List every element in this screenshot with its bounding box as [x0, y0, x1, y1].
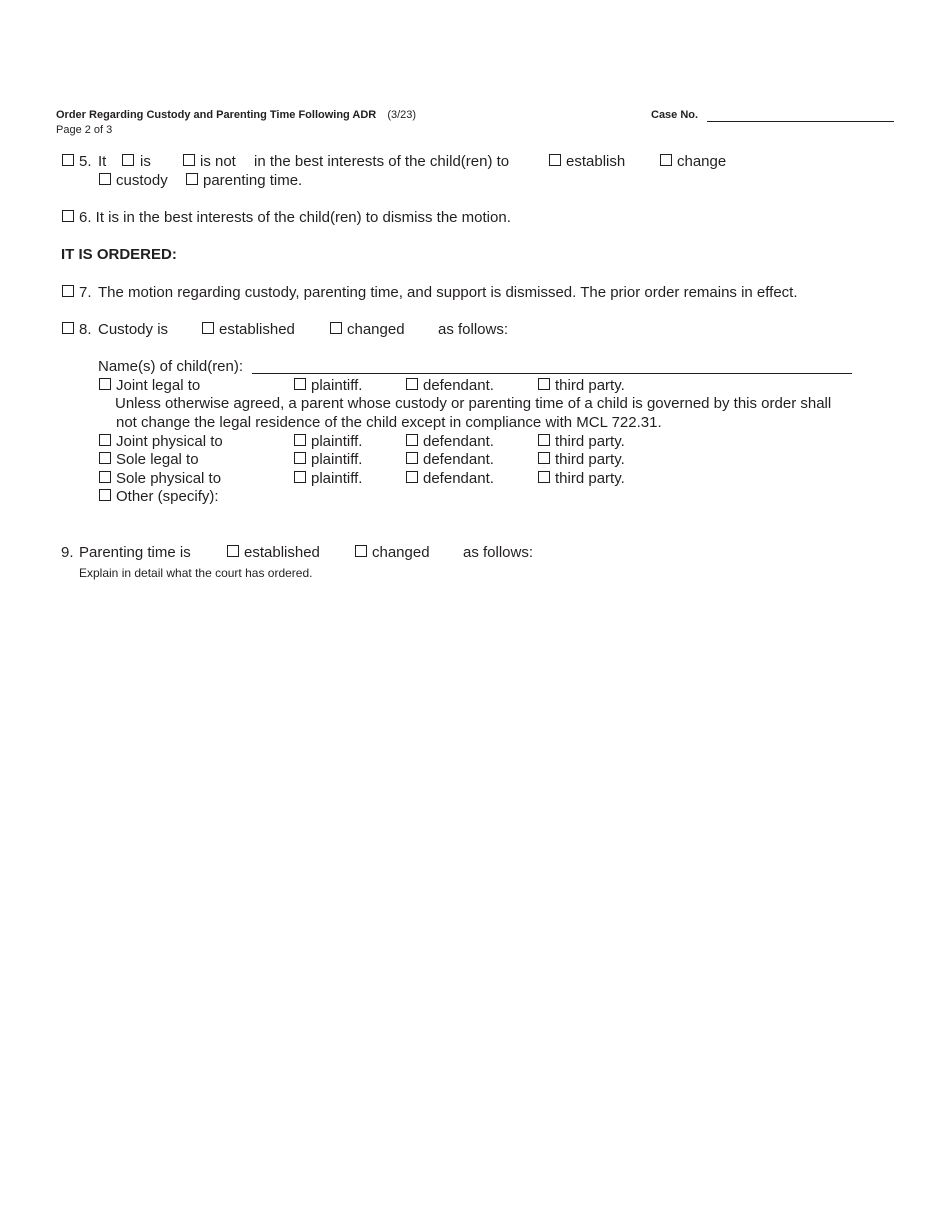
notice-line-1: Unless otherwise agreed, a parent whose custody or parenting time of a child is governed by this order shall — [115, 395, 832, 412]
parenting-as-follows: as follows: — [463, 544, 534, 561]
case-no-field[interactable] — [707, 108, 894, 122]
is-not-label: is not — [200, 153, 236, 170]
custody-changed-label: changed — [347, 321, 405, 338]
sole-physical-label: Sole physical to — [116, 470, 222, 487]
page-number: Page 2 of 3 — [56, 124, 113, 136]
parenting-time-label: parenting time. — [203, 172, 303, 189]
joint-physical-checkbox[interactable] — [99, 434, 111, 446]
joint-legal-checkbox[interactable] — [99, 378, 111, 390]
custody-is-label: Custody is — [98, 321, 169, 338]
sole-legal-third-party-label: third party. — [555, 451, 625, 468]
joint-physical-plaintiff-label: plaintiff. — [311, 433, 363, 450]
item8-checkbox[interactable] — [62, 322, 74, 334]
parenting-established-checkbox[interactable] — [227, 545, 239, 557]
joint-legal-label: Joint legal to — [116, 377, 201, 394]
sole-legal-defendant-label: defendant. — [423, 451, 494, 468]
change-label: change — [677, 153, 727, 170]
sole-legal-defendant-checkbox[interactable] — [406, 452, 418, 464]
sole-physical-plaintiff-label: plaintiff. — [311, 470, 363, 487]
item7-checkbox[interactable] — [62, 285, 74, 297]
joint-legal-plaintiff-label: plaintiff. — [311, 377, 363, 394]
parenting-changed-label: changed — [372, 544, 430, 561]
other-checkbox[interactable] — [99, 489, 111, 501]
is-checkbox[interactable] — [122, 154, 134, 166]
sole-physical-checkbox[interactable] — [99, 471, 111, 483]
sole-physical-defendant-checkbox[interactable] — [406, 471, 418, 483]
joint-legal-defendant-label: defendant. — [423, 377, 494, 394]
custody-as-follows: as follows: — [438, 321, 509, 338]
sole-physical-plaintiff-checkbox[interactable] — [294, 471, 306, 483]
parenting-established-label: established — [244, 544, 320, 561]
change-checkbox[interactable] — [660, 154, 672, 166]
children-names-label: Name(s) of child(ren): — [98, 358, 244, 375]
item5-text: in the best interests of the child(ren) to — [254, 153, 510, 170]
item6-checkbox[interactable] — [62, 210, 74, 222]
item5-it: It — [98, 153, 107, 170]
item6-text: 6. It is in the best interests of the child(ren) to dismiss the motion. — [79, 209, 511, 226]
sole-legal-checkbox[interactable] — [99, 452, 111, 464]
custody-checkbox[interactable] — [99, 173, 111, 185]
item5-checkbox[interactable] — [62, 154, 74, 166]
case-no-label: Case No. — [651, 109, 699, 121]
joint-legal-defendant-checkbox[interactable] — [406, 378, 418, 390]
parenting-time-is-label: Parenting time is — [79, 544, 191, 561]
is-not-checkbox[interactable] — [183, 154, 195, 166]
custody-label: custody — [116, 172, 168, 189]
custody-established-checkbox[interactable] — [202, 322, 214, 334]
custody-established-label: established — [219, 321, 295, 338]
explain-instruction: Explain in detail what the court has ordered. — [79, 566, 313, 580]
joint-legal-plaintiff-checkbox[interactable] — [294, 378, 306, 390]
joint-physical-defendant-label: defendant. — [423, 433, 494, 450]
joint-physical-third-party-label: third party. — [555, 433, 625, 450]
joint-physical-label: Joint physical to — [116, 433, 223, 450]
is-label: is — [140, 153, 151, 170]
children-names-field[interactable] — [252, 358, 852, 374]
form-date: (3/23) — [387, 109, 417, 121]
joint-physical-third-party-checkbox[interactable] — [538, 434, 550, 446]
sole-physical-defendant-label: defendant. — [423, 470, 494, 487]
establish-label: establish — [566, 153, 626, 170]
parenting-time-checkbox[interactable] — [186, 173, 198, 185]
sole-legal-third-party-checkbox[interactable] — [538, 452, 550, 464]
joint-physical-plaintiff-checkbox[interactable] — [294, 434, 306, 446]
item9-number: 9. — [61, 544, 74, 561]
sole-legal-label: Sole legal to — [116, 451, 199, 468]
joint-legal-third-party-label: third party. — [555, 377, 625, 394]
notice-line-2: not change the legal residence of the child except in compliance with MCL 722.31. — [116, 414, 662, 431]
sole-legal-plaintiff-label: plaintiff. — [311, 451, 363, 468]
ordered-heading: IT IS ORDERED: — [61, 246, 177, 263]
joint-legal-third-party-checkbox[interactable] — [538, 378, 550, 390]
item5-number: 5. — [79, 153, 92, 170]
custody-changed-checkbox[interactable] — [330, 322, 342, 334]
item7-number: 7. — [79, 284, 92, 301]
item8-number: 8. — [79, 321, 92, 338]
item7-text: The motion regarding custody, parenting time, and support is dismissed. The prior order remains in effect. — [98, 284, 798, 301]
sole-legal-plaintiff-checkbox[interactable] — [294, 452, 306, 464]
joint-physical-defendant-checkbox[interactable] — [406, 434, 418, 446]
form-title: Order Regarding Custody and Parenting Time Following ADR (3/23) — [56, 109, 417, 121]
establish-checkbox[interactable] — [549, 154, 561, 166]
parenting-changed-checkbox[interactable] — [355, 545, 367, 557]
other-label: Other (specify): — [116, 488, 219, 505]
sole-physical-third-party-label: third party. — [555, 470, 625, 487]
sole-physical-third-party-checkbox[interactable] — [538, 471, 550, 483]
